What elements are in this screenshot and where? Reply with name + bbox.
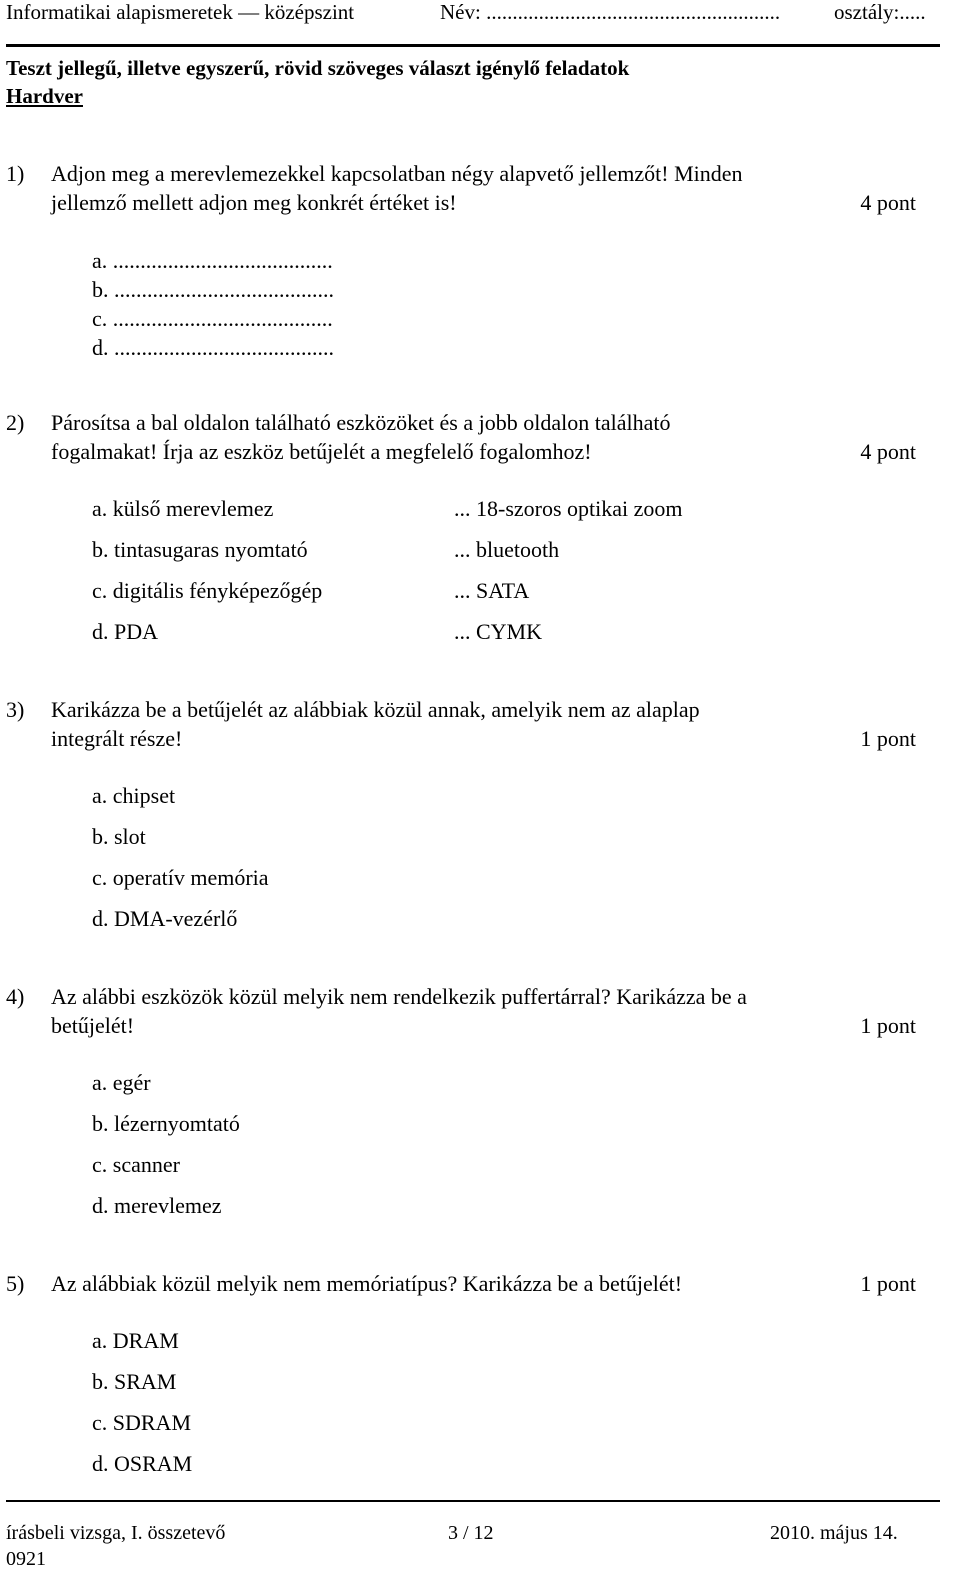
question-text-line2: fogalmakat! Írja az eszköz betűjelét a megfelelő fogalomhoz!	[51, 439, 592, 464]
question-points: 4 pont	[860, 190, 916, 215]
option-d: d. OSRAM	[92, 1451, 193, 1476]
concept-item-4: ... CYMK	[454, 619, 543, 644]
device-item-b: b. tintasugaras nyomtató	[92, 537, 308, 562]
footer-code: 0921	[6, 1548, 46, 1570]
concept-item-3: ... SATA	[454, 578, 530, 603]
question-number: 1)	[6, 161, 25, 186]
footer-rule	[6, 1500, 940, 1502]
concept-item-2: ... bluetooth	[454, 537, 560, 562]
footer-date: 2010. május 14.	[770, 1522, 898, 1544]
question-number: 2)	[6, 410, 25, 435]
device-item-d: d. PDA	[92, 619, 159, 644]
question-number: 5)	[6, 1271, 25, 1296]
answer-line-a: a. ........................................	[92, 248, 333, 273]
option-a: a. egér	[92, 1070, 151, 1095]
option-d: d. merevlemez	[92, 1193, 222, 1218]
header-exam-title: Informatikai alapismeretek — középszint	[6, 0, 355, 24]
header-rule	[6, 44, 940, 47]
option-c: c. scanner	[92, 1152, 180, 1177]
question-text-line2: betűjelét!	[51, 1013, 135, 1038]
question-points: 1 pont	[860, 1013, 916, 1038]
option-a: a. DRAM	[92, 1328, 179, 1353]
header-name-field: Név: ........................................................	[440, 0, 781, 24]
question-number: 3)	[6, 697, 25, 722]
answer-line-b: b. ........................................	[92, 277, 334, 302]
section-title: Teszt jellegű, illetve egyszerű, rövid szöveges választ igénylő feladatok	[6, 56, 630, 80]
device-item-c: c. digitális fényképezőgép	[92, 578, 323, 603]
footer-page-number: 3 / 12	[448, 1522, 494, 1544]
device-item-a: a. külső merevlemez	[92, 496, 274, 521]
option-b: b. lézernyomtató	[92, 1111, 240, 1136]
question-text-line2: integrált része!	[51, 726, 183, 751]
option-c: c. SDRAM	[92, 1410, 192, 1435]
question-points: 4 pont	[860, 439, 916, 464]
section-subtitle: Hardver	[6, 84, 83, 108]
question-text-line1: Az alábbi eszközök közül melyik nem rendelkezik puffertárral? Karikázza be a	[51, 984, 747, 1009]
option-b: b. slot	[92, 824, 146, 849]
answer-line-d: d. ........................................	[92, 335, 334, 360]
question-text-line1: Adjon meg a merevlemezekkel kapcsolatban négy alapvető jellemzőt! Minden	[51, 161, 743, 186]
footer-exam-part: írásbeli vizsga, I. összetevő	[6, 1522, 226, 1544]
question-number: 4)	[6, 984, 25, 1009]
option-a: a. chipset	[92, 783, 176, 808]
question-text-line1: Párosítsa a bal oldalon található eszközöket és a jobb oldalon található	[51, 410, 671, 435]
question-text-line1: Karikázza be a betűjelét az alábbiak közül annak, amelyik nem az alaplap	[51, 697, 700, 722]
concept-item-1: ... 18-szoros optikai zoom	[454, 496, 683, 521]
option-b: b. SRAM	[92, 1369, 177, 1394]
header-class-field: osztály:.....	[834, 0, 926, 24]
question-points: 1 pont	[860, 1271, 916, 1296]
option-c: c. operatív memória	[92, 865, 269, 890]
question-points: 1 pont	[860, 726, 916, 751]
question-text-line2: jellemző mellett adjon meg konkrét értéket is!	[51, 190, 457, 215]
option-d: d. DMA-vezérlő	[92, 906, 238, 931]
answer-line-c: c. ........................................	[92, 306, 333, 331]
question-text-line1: Az alábbiak közül melyik nem memóriatípus? Karikázza be a betűjelét!	[51, 1271, 683, 1296]
